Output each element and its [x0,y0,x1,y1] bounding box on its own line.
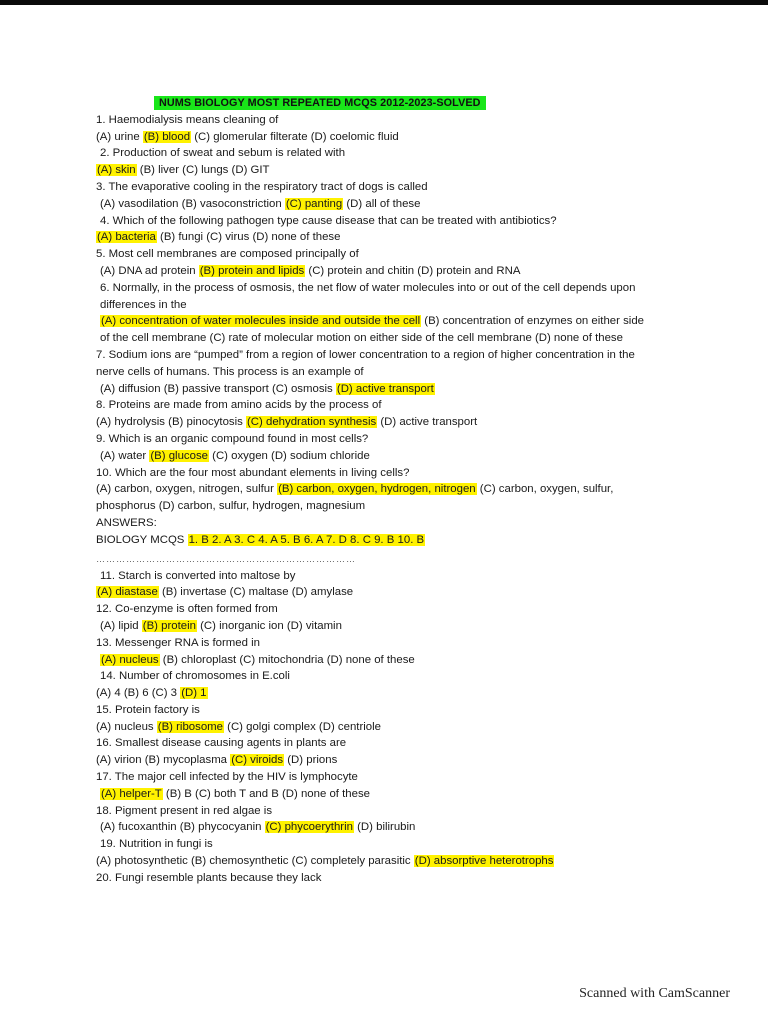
q7-answer: (D) active transport [336,382,434,395]
q8-stem: 8. Proteins are made from amino acids by the process of [96,399,382,412]
q4-stem: 4. Which of the following pathogen type cause disease that can be treated with antibiotics? [100,214,557,227]
q14-stem: 14. Number of chromosomes in E.coli [100,670,290,683]
q19-options: (A) photosynthetic (B) chemosynthetic (C) completely parasitic (D) absorptive heterotrophs [96,855,554,868]
q8-answer: (C) dehydration synthesis [247,416,377,429]
q11-stem: 11. Starch is converted into maltose by [100,569,296,582]
q2-answer: (A) skin [97,164,136,177]
q17-stem: 17. The major cell infected by the HIV is lymphocyte [96,771,358,784]
q5-stem: 5. Most cell membranes are composed principally of [96,248,359,261]
q3-stem: 3. The evaporative cooling in the respiratory tract of dogs is called [96,180,428,193]
q20-stem: 20. Fungi resemble plants because they lack [96,871,322,884]
q2-stem: 2. Production of sweat and sebum is related with [100,147,346,160]
answers-key: 1. B 2. A 3. C 4. A 5. B 6. A 7. D 8. C 9. B 10. B [188,533,425,546]
q13-options: (A) nucleus (B) chloroplast (C) mitochondria (D) none of these [101,653,415,666]
q1-options: (A) urine (B) blood (C) glomerular filterate (D) coelomic fluid [96,130,399,143]
document-page [96,95,656,887]
q10-stem: 10. Which are the four most abundant elements in living cells? [96,466,410,479]
q9-answer: (B) glucose [150,449,208,462]
q7-options: (A) diffusion (B) passive transport (C) osmosis (D) active transport [100,382,434,395]
q13-stem: 13. Messenger RNA is formed in [96,636,260,649]
q1-stem: 1. Haemodialysis means cleaning of [96,113,279,126]
q6-answer: (A) concentration of water molecules inside and outside the cell [101,315,421,328]
q9-stem: 9. Which is an organic compound found in most cells? [96,432,369,445]
q15-stem: 15. Protein factory is [96,703,200,716]
title-line [96,95,656,112]
q9-options: (A) water (B) glucose (C) oxygen (D) sodium chloride [100,449,370,462]
page-title: NUMS BIOLOGY MOST REPEATED MCQS 2012-2023-SOLVED [154,96,486,110]
q13-answer: (A) nucleus [101,653,159,666]
q14-answer: (D) 1 [181,687,207,700]
q6-options: (A) concentration of water molecules inside and outside the cell (B) concentration of enzymes on either side of the cell membrane (C) rate of molecular motion on either side of the cell membrane (D) none of these [100,315,644,345]
q2-options: (A) skin (B) liver (C) lungs (D) GIT [97,164,270,177]
q12-options: (A) lipid (B) protein (C) inorganic ion (D) vitamin [100,619,342,632]
answers-key-line: BIOLOGY MCQS 1. B 2. A 3. C 4. A 5. B 6. A 7. D 8. C 9. B 10. B [96,533,425,546]
q16-stem: 16. Smallest disease causing agents in plants are [96,737,347,750]
q19-stem: 19. Nutrition in fungi is [100,838,213,851]
q17-answer: (A) helper-T [101,787,162,800]
q5-answer: (B) protein and lipids [199,264,305,277]
q3-answer: (C) panting [285,197,343,210]
q7-stem: 7. Sodium ions are “pumped” from a region of lower concentration to a region of higher concentration in the nerve cells of humans. This process is an example of [96,348,635,378]
dotted-separator: …………………………………………………………………… [96,553,356,564]
q15-answer: (B) ribosome [157,720,223,733]
q18-options: (A) fucoxanthin (B) phycocyanin (C) phycoerythrin (D) bilirubin [100,821,416,834]
q6-stem: 6. Normally, in the process of osmosis, the net flow of water molecules into or out of the cell depends upon differences in the [100,281,636,311]
q17-options: (A) helper-T (B) B (C) both T and B (D) none of these [101,787,371,800]
q16-options: (A) virion (B) mycoplasma (C) viroids (D) prions [96,754,338,767]
q19-answer: (D) absorptive heterotrophs [414,855,554,868]
q3-options: (A) vasodilation (B) vasoconstriction (C) panting (D) all of these [100,197,421,210]
q12-stem: 12. Co-enzyme is often formed from [96,603,278,616]
q10-options: (A) carbon, oxygen, nitrogen, sulfur (B) carbon, oxygen, hydrogen, nitrogen (C) carbon, oxygen, sulfur, phosphorus (D) carbon, sulfur, hydrogen, magnesium [96,483,614,513]
q14-options: (A) 4 (B) 6 (C) 3 (D) 1 [96,687,207,700]
q4-answer: (A) bacteria [97,231,156,244]
q1-answer: (B) blood [143,130,191,143]
q18-answer: (C) phycoerythrin [265,821,353,834]
answers-heading: ANSWERS: [96,516,157,529]
q5-options: (A) DNA ad protein (B) protein and lipids (C) protein and chitin (D) protein and RNA [100,264,521,277]
q8-options: (A) hydrolysis (B) pinocytosis (C) dehydration synthesis (D) active transport [96,416,478,429]
q4-options: (A) bacteria (B) fungi (C) virus (D) none of these [97,231,341,244]
q12-answer: (B) protein [142,619,196,632]
q18-stem: 18. Pigment present in red algae is [96,804,273,817]
q16-answer: (C) viroids [231,754,284,767]
q11-answer: (A) diastase [97,586,158,599]
q15-options: (A) nucleus (B) ribosome (C) golgi complex (D) centriole [96,720,381,733]
q10-answer: (B) carbon, oxygen, hydrogen, nitrogen [278,483,476,496]
scan-top-border [0,0,768,5]
q11-options: (A) diastase (B) invertase (C) maltase (D) amylase [97,586,354,599]
camscanner-watermark: Scanned with CamScanner [579,986,730,1001]
